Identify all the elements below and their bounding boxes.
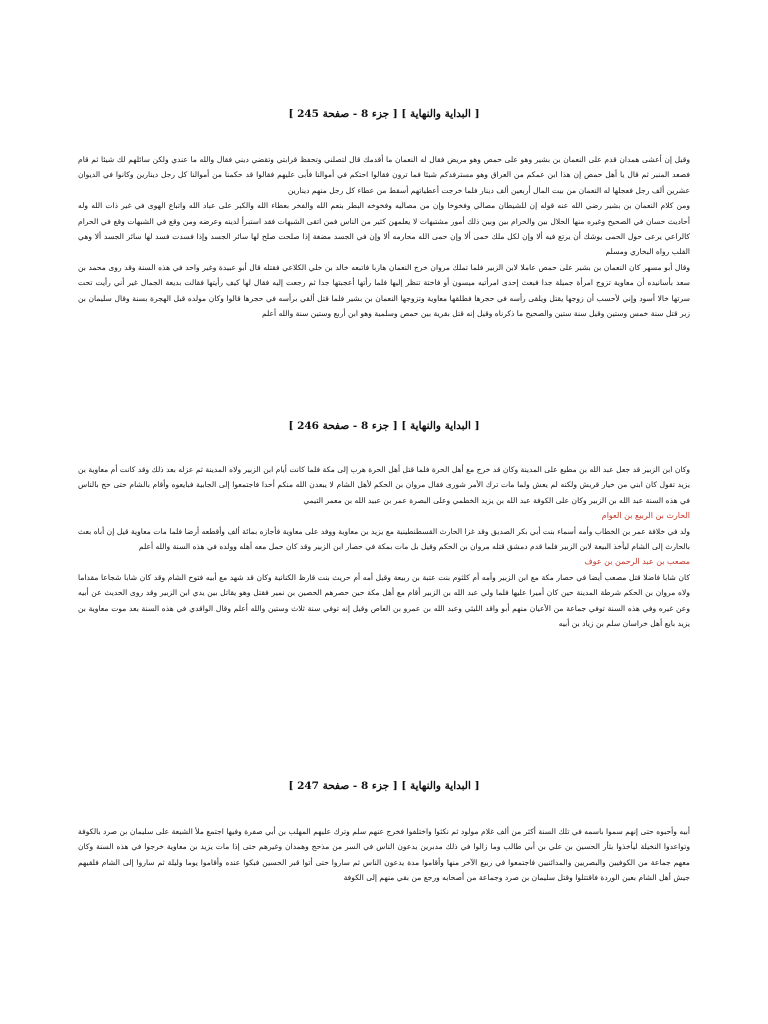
page-section-246 xyxy=(78,420,690,631)
paragraph: ومن كلام النعمان بن بشير رضي الله عنه قوله إن للشيطان مصالي وفخوخا وإن من مصاليه وفخوخه البطر بنعم الله والفخر بعطاء الله والكبر على عباد الله واتباع الهوى في غير ذات الله وله أحاديث حسان في الصحيح وغيره منها الحلال بين والحرام بين وبين ذلك أمور مشتبهات لا يعلمهن كثير من الناس فمن اتقى الشبهات فقد استبرأ لدينه وعرضه ومن وقع في الشبهات وقع في الحرام كالراعي يرعى حول الحمى يوشك أن يرتع فيه ألا وإن لكل ملك حمى ألا وإن حمى الله محارمه ألا وإن في الجسد مضغة إذا صلحت صلح لها سائر الجسد وإذا فسدت فسد لها سائر الجسد ألا وهي القلب رواه البخاري ومسلم xyxy=(78,201,690,257)
page-section-245 xyxy=(78,108,690,321)
page-header-246: [ البداية والنهاية ] [ جزء 8 - صفحة 246 ] xyxy=(288,420,480,432)
page-section-247 xyxy=(78,780,690,886)
paragraph: وكان ابن الزبير قد جعل عبد الله بن مطيع على المدينة وكان قد خرج مع أهل الحرة فلما قتل أهل الحرة هرب إلى مكة فلما كانت أيام ابن الزبير ولاه المدينة ثم عزله بعد ذلك وقد كانت أم معاوية بن يزيد تقول كان ابني من خيار قريش ولكنه لم يعش ولما مات ترك الأمر شورى فقال مروان بن الحكم لأهل الشام لا يبعدن الله منكم أحدا فاجتمعوا إلى الجابية فبايعوه وأقام بالشام حتى حج بالناس في هذه السنة عبد الله بن الزبير وكان على الكوفة عبد الله بن يزيد الخطمي وعلى البصرة عمر بن عبيد الله بن معمر التيمي xyxy=(78,465,690,505)
page-header-245: [ البداية والنهاية ] [ جزء 8 - صفحة 245 ] xyxy=(288,108,480,120)
section-subheading: مصعب بن عبد الرحمن بن عوف xyxy=(584,557,690,567)
section-subheading: الحارث بن الربيع بن العوام xyxy=(601,511,690,521)
paragraph: وقال أبو مسهر كان النعمان بن بشير على حمص عاملا لابن الزبير فلما تملك مروان خرج النعمان هاربا فاتبعه خالد بن خلي الكلاعي فقتله قال أبو عبيدة وغير واحد في هذه السنة وقد روى محمد بن سعد بأسانيده أن معاوية تزوج امرأة جميلة جدا فبعث إحدى امرأتيه ميسون أو فاختة تنظر إليها فلما رأتها أعجبتها جدا ثم رجعت إليه فقال لها كيف رأيتها فقالت بديعة الجمال غير أني رأيت تحت سرتها خالا أسود وإني لأحسب أن زوجها يقتل ويلقى رأسه في حجرها فطلقها معاوية وتزوجها النعمان بن بشير فلما قتل ألقي برأسه في حجرها قالوا وكان مولده قبل الهجرة بسنة وقال سليمان بن زبر قتل سنة خمس وستين وقيل سنة ستين والصحيح ما ذكرناه وقيل إنه قتل بقرية بين حمص وسلمية وهو ابن أربع وستين سنة والله أعلم xyxy=(78,262,690,319)
paragraph: ولد في خلافة عمر بن الخطاب وأمه أسماء بنت أبي بكر الصديق وقد غزا الحارث القسطنطينية مع يزيد بن معاوية ووفد على معاوية فأجازه بمائة ألف وأقطعه أرضا فلما مات معاوية قيل إن أباه بعث بالحارث إلى الشام ليأخذ البيعة لابن الزبير فلما قدم دمشق قتله مروان بن الحكم وقيل بل مات بمكة في حصار ابن الزبير وقد كان حمل معه أهله وولده في هذه السنة والله أعلم xyxy=(78,526,690,552)
paragraph: أبيه وأحبوه حتى إنهم سموا باسمه في تلك السنة أكثر من ألف غلام مولود ثم نكثوا واختلفوا فخرج عنهم سلم وترك عليهم المهلب بن أبي صفرة وفيها اجتمع ملأ الشيعة على سليمان بن صرد بالكوفة وتواعدوا النخيلة ليأخذوا بثأر الحسين بن علي بن أبي طالب وما زالوا في ذلك مدبرين يدعون الناس في السر من مذحج وهمدان وغيرهم حتى إذا مات يزيد بن معاوية خرجوا في هذه السنة وكان معهم جماعة من الكوفيين والبصريين والمدائنيين فاجتمعوا في ربيع الآخر منها وأقاموا مدة يدعون الناس ثم ساروا حتى أتوا قبر الحسين فبكوا عنده وأقاموا يوما وليلة ثم ساروا إلى الشام فلقيهم جيش أهل الشام بعين الوردة فاقتتلوا وقتل سليمان بن صرد وجماعة من أصحابه ورجع من بقي منهم إلى الكوفة xyxy=(78,827,690,883)
paragraph: كان شابا فاضلا قتل مصعب أيضا في حصار مكة مع ابن الزبير وأمه أم كلثوم بنت عتبة بن ربيعة وقيل أمه أم حريث بنت قارظ الكنانية وكان قد شهد مع أبيه فتوح الشام وقد كان شابا شجاعا مقداما ولاه مروان بن الحكم شرطة المدينة حين كان أميرا عليها فلما ولي عبد الله بن الزبير أقام مع أهل مكة حين حصرهم الحصين بن نمير فقتل وهو يقاتل بين يدي ابن الزبير وقد روى الحديث عن أبيه وعن غيره وفي هذه السنة توفي جماعة من الأعيان منهم أبو واقد الليثي وعبد الله بن عمرو بن العاص وقيل إنه توفي سنة ثلاث وستين والله أعلم وقال الواقدي في هذه السنة بعد موت معاوية بن يزيد بايع أهل خراسان سلم بن زياد بن أبيه xyxy=(78,572,690,629)
page-header-247: [ البداية والنهاية ] [ جزء 8 - صفحة 247 ] xyxy=(288,780,480,792)
paragraph: وقيل إن أعشى همدان قدم على النعمان بن بشير وهو على حمص وهو مريض فقال له النعمان ما أقدمك قال لتصلني وتحفظ قرابتي وتقضي ديني فقال والله ما عندي ولكن سائلهم لك شيئا ثم قام فصعد المنبر ثم قال يا أهل حمص إن هذا ابن عمكم من العراق وهو مسترفدكم شيئا فما ترون فقالوا احتكم في أموالنا فأبى عليهم فقالوا قد حكمنا من أموالنا كل رجل دينارين وكانوا في الديوان عشرين ألف رجل فعجلها له النعمان من بيت المال أربعين ألف دينار فلما خرجت أعطياتهم أسقط من عطاء كل رجل منهم دينارين xyxy=(78,155,690,195)
